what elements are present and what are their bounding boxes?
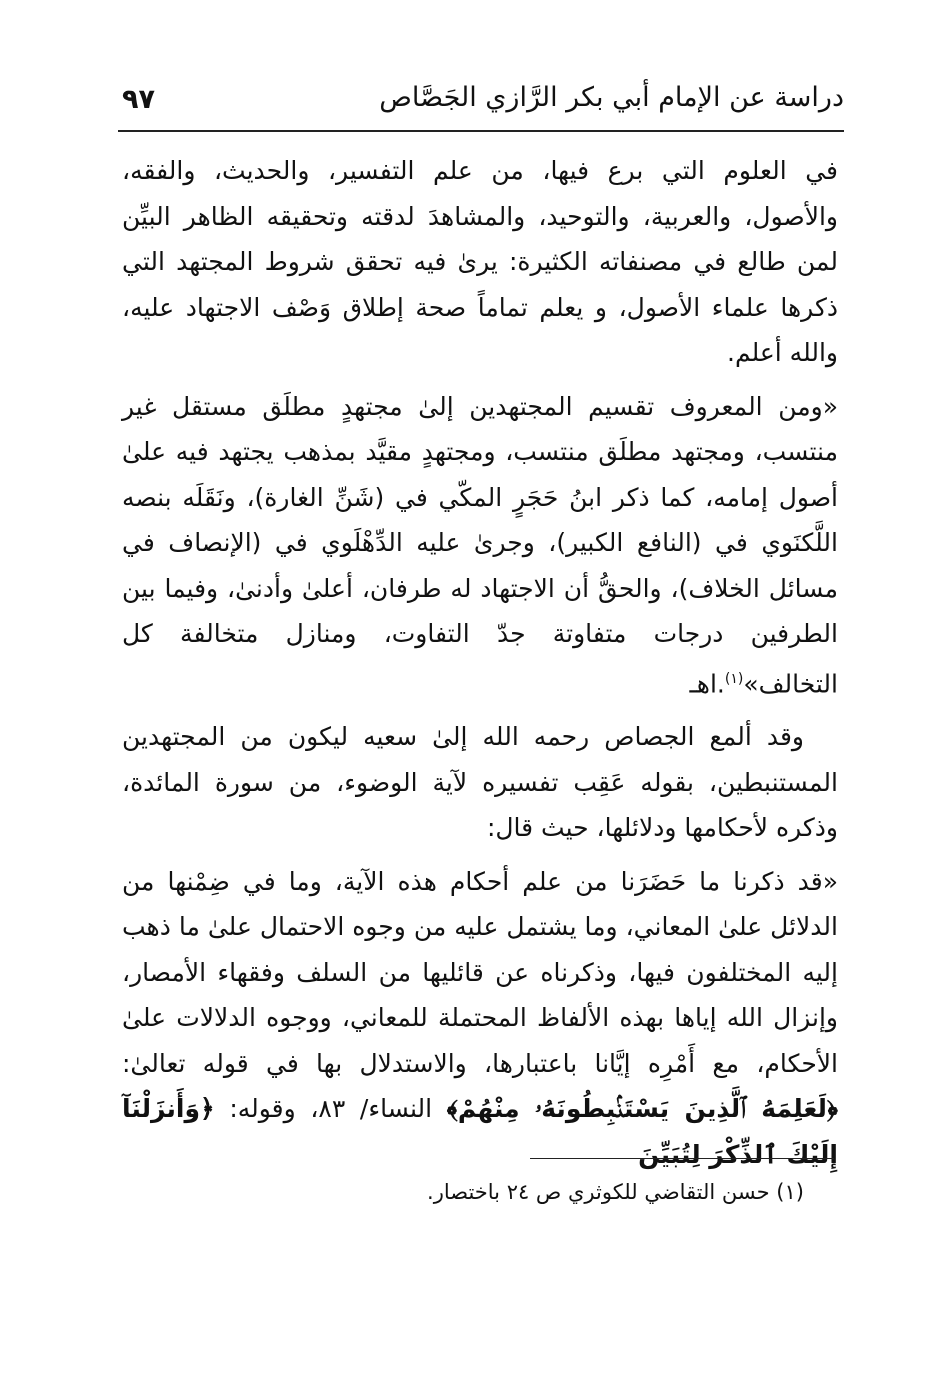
running-header [118,78,844,124]
paragraph-3-text: وقد ألمع الجصاص رحمه الله إلىٰ سعيه ليكون من المجتهدين المستنبطين، بقوله عَقِب تفسيره لآية الوضوء، من سورة المائدة، وذكره لأحكامها ودلائلها، حيث قال: [122,722,838,843]
body-text [122,148,838,1185]
page-number: ٩٧ [122,84,155,115]
footnote-ref: (١) [724,670,744,687]
paragraph-2-ending: .اهـ [689,668,725,698]
quran-verse-2: ﴿وَأَنزَلْنَآ إِلَيْكَ ٱلذِّكْرَ لِتُبَيِّنَ [122,1094,838,1169]
quran-verse-1: ﴿لَعَلِمَهُ ٱلَّذِينَ يَسْتَنۢبِطُونَهُۥ مِنْهُمْ﴾ [446,1094,838,1124]
paragraph-1-text: في العلوم التي برع فيها، من علم التفسير، والحديث، والفقه، والأصول، والعربية، والتوحيد، والمشاهدَ لدقته وتحقيقه الظاهر البيِّن لمن طالع في مصنفاته الكثيرة: يرىٰ فيه تحقق شروط المجتهد التي ذكرها علماء الأصول، و يعلم تماماً صحة إطلاق وَصْف الاجتهاد عليه، والله أعلم. [122,156,838,367]
header-title: دراسة عن الإمام أبي بكر الرَّازي الجَصَّاص [379,82,844,113]
paragraph-4-text: «قد ذكرنا ما حَضَرَنا من علم أحكام هذه الآية، وما في ضِمْنها من الدلائل علىٰ المعاني، وما يشتمل عليه من وجوه الاحتمال علىٰ ما ذهب إليه المختلفون فيها، وذكرناه عن قائليها من السلف وفقهاء الأمصار، وإنزال الله إياها بهذه الألفاظ المحتملة للمعاني، ووجوه الدلالات علىٰ الأحكام، مع أَمْرِه إيَّانا باعتبارها، والاستدلال بها في قوله تعالىٰ: [122,866,838,1078]
footnote: (١) حسن التقاضي للكوثري ص ٢٤ باختصار. [427,1180,804,1204]
paragraph-1 [122,148,838,376]
verse-citation: النساء/ ٨٣، وقوله: [229,1094,433,1124]
paragraph-2-text: «ومن المعروف تقسيم المجتهدين إلىٰ مجتهدٍ مطلَق مستقل غير منتسب، ومجتهد مطلَق منتسب، ومجتهدٍ مقيَّد بمذهب يجتهد فيه علىٰ أصول إمامه، كما ذكر ابنُ حَجَرٍ المكّي في (شَنِّ الغارة)، ونَقَلَه بنصه اللَّكنَوي في (النافع الكبير)، وجرىٰ عليه الدِّهْلَوي في (الإنصاف في مسائل الخلاف)، والحقُّ أن الاجتهاد له طرفان، أعلىٰ وأدنىٰ، وفيما بين الطرفين درجات متفاوتة جدّ التفاوت، ومنازل متخالفة كل التخالف» [122,391,838,698]
header-rule [118,130,844,132]
footnote-separator [530,1158,834,1159]
paragraph-2-quote [122,384,838,707]
paragraph-4-quote [122,859,838,1178]
paragraph-3 [122,714,838,851]
